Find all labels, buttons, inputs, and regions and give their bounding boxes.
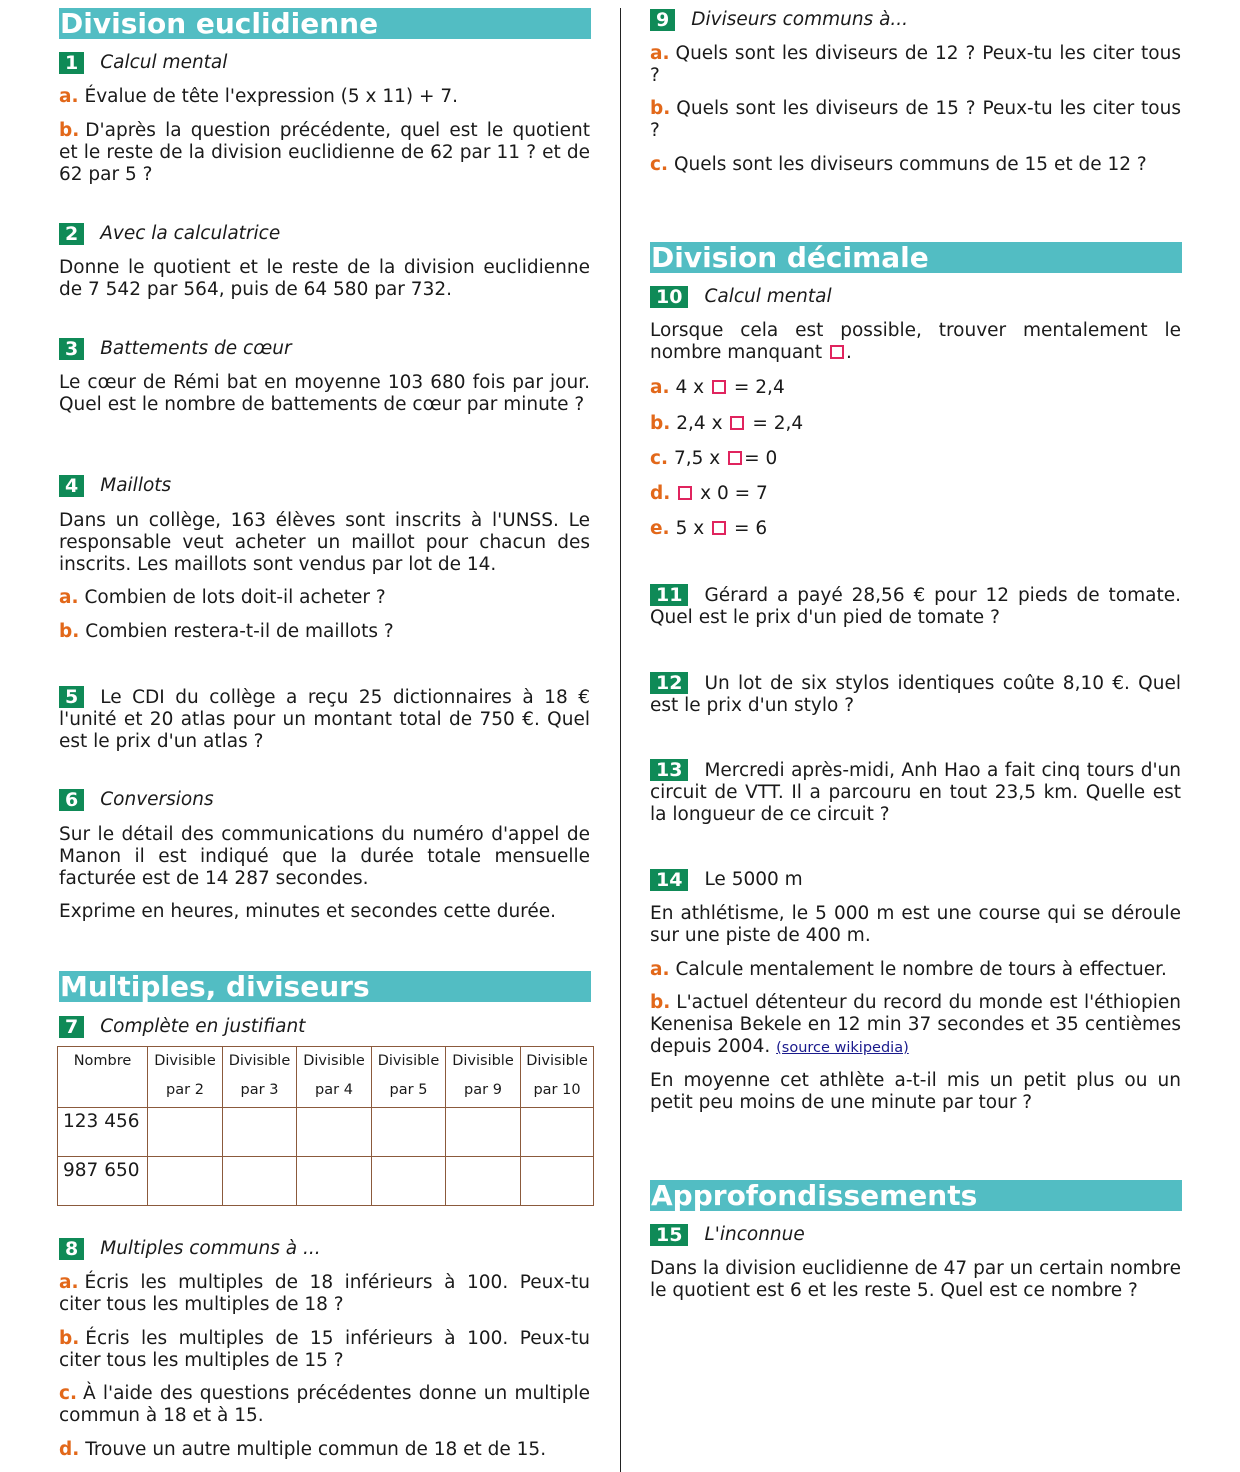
header-line: Divisible	[526, 1053, 588, 1069]
question-label: c.	[650, 448, 668, 469]
exercise-text: Mercredi après-midi, Anh Hao a fait cinq tours d'un circuit de VTT. Il a parcouru en tout 23,5 km. Quelle est la longueur de ce circuit ?	[650, 760, 1181, 825]
question-label: b.	[59, 120, 80, 141]
exercise-number: 1	[59, 52, 84, 74]
source-link[interactable]: (source wikipedia)	[776, 1040, 909, 1056]
table-header-cell	[521, 1047, 594, 1108]
section-title-approfondissements: Approfondissements	[650, 1180, 1182, 1211]
exercise-2-header	[59, 222, 280, 246]
question-9a	[650, 43, 1181, 87]
exercise-14-text: En athlétisme, le 5 000 m est une course qui se déroule sur une piste de 400 m.	[650, 903, 1181, 946]
question-8d	[59, 1439, 590, 1461]
exercise-number: 12	[650, 672, 688, 694]
header-line: Divisible	[303, 1053, 365, 1069]
question-10c	[650, 448, 777, 470]
table-answer-cell[interactable]	[446, 1108, 521, 1157]
question-label: b.	[59, 1328, 80, 1349]
question-label: a.	[650, 43, 670, 64]
expr-post: = 0	[744, 448, 778, 469]
blank-box-icon	[712, 380, 726, 394]
exercise-number: 7	[59, 1016, 84, 1038]
question-label: a.	[650, 959, 670, 980]
header-line: par 2	[166, 1082, 204, 1098]
table-row	[58, 1157, 594, 1206]
exercise-number: 8	[59, 1238, 84, 1260]
exercise-5	[59, 686, 590, 753]
question-label: d.	[650, 483, 671, 504]
question-1a	[59, 86, 590, 108]
question-9b	[650, 98, 1181, 142]
section-title-division-decimale: Division décimale	[650, 242, 1182, 273]
blank-box-icon	[728, 451, 742, 465]
table-number-cell: 123 456	[58, 1108, 148, 1157]
section-title-multiples-diviseurs: Multiples, diviseurs	[59, 971, 591, 1002]
exercise-number: 9	[650, 9, 675, 31]
header-line: par 9	[464, 1082, 502, 1098]
exercise-text: Le CDI du collège a reçu 25 dictionnaires à 18 € l'unité et 20 atlas pour un montant total de 750 €. Quel est le prix d'un atlas ?	[59, 687, 590, 752]
exercise-title: Avec la calculatrice	[100, 223, 281, 244]
header-line: Nombre	[73, 1053, 132, 1069]
table-row	[58, 1108, 594, 1157]
question-1b	[59, 120, 590, 186]
table-header-cell	[297, 1047, 372, 1108]
question-9c	[650, 154, 1181, 176]
exercise-6-question: Exprime en heures, minutes et secondes cette durée.	[59, 901, 557, 922]
expr-pre: 2,4 x	[676, 413, 723, 434]
table-header-cell	[148, 1047, 223, 1108]
expr-pre: 4 x	[675, 377, 705, 398]
exercise-number: 3	[59, 338, 84, 360]
exercise-6-header	[59, 788, 214, 812]
exercise-number: 15	[650, 1224, 688, 1246]
header-line: Divisible	[228, 1053, 291, 1069]
exercise-number: 14	[650, 869, 688, 891]
exercise-title: Calcul mental	[704, 286, 832, 307]
header-line: Divisible	[452, 1053, 514, 1069]
question-label: d.	[59, 1439, 80, 1460]
exercise-3-text: Le cœur de Rémi bat en moyenne 103 680 fois par jour. Quel est le nombre de battements de cœur par minute ?	[59, 372, 590, 415]
blank-box-icon	[830, 345, 844, 359]
question-8a	[59, 1272, 590, 1316]
question-label: a.	[59, 587, 79, 608]
question-label: c.	[650, 154, 668, 175]
question-text: D'après la question précédente, quel est le quotient et le reste de la division euclidienne de 62 par 11 ? et de 62 par 5 ?	[59, 120, 590, 185]
divisibility-table	[57, 1046, 594, 1206]
intro-text: Lorsque cela est possible, trouver mentalement le nombre manquant	[650, 320, 1181, 363]
exercise-15-header	[650, 1223, 805, 1247]
question-14b	[650, 992, 1181, 1059]
question-text: Calcule mentalement le nombre de tours à effectuer.	[675, 959, 1167, 980]
exercise-title: Multiples communs à ...	[100, 1238, 321, 1259]
table-header-cell	[223, 1047, 297, 1108]
exercise-14-question: En moyenne cet athlète a-t-il mis un petit plus ou un petit peu moins de une minute par tour ?	[650, 1070, 1181, 1113]
table-header-cell	[58, 1047, 148, 1108]
question-4b	[59, 621, 590, 643]
table-header-cell	[446, 1047, 521, 1108]
column-divider	[620, 8, 621, 1472]
exercise-12	[650, 672, 1181, 717]
exercise-number: 6	[59, 789, 84, 811]
question-text: Quels sont les diviseurs de 15 ? Peux-tu les citer tous ?	[650, 98, 1181, 141]
exercise-10-intro	[650, 320, 1181, 364]
exercise-7-header	[59, 1015, 305, 1039]
question-text: Écris les multiples de 15 inférieurs à 100. Peux-tu citer tous les multiples de 15 ?	[59, 1328, 590, 1371]
question-10a	[650, 377, 785, 399]
table-number-cell: 987 650	[58, 1157, 148, 1206]
exercise-4-header	[59, 474, 171, 498]
question-label: b.	[650, 98, 671, 119]
question-text: Quels sont les diviseurs de 12 ? Peux-tu les citer tous ?	[650, 43, 1181, 86]
exercise-title: Complète en justifiant	[100, 1016, 306, 1037]
exercise-8-header	[59, 1237, 321, 1261]
table-answer-cell[interactable]	[297, 1108, 372, 1157]
table-header-cell	[372, 1047, 446, 1108]
question-label: b.	[59, 621, 80, 642]
header-line: Divisible	[154, 1053, 216, 1069]
exercise-title: L'inconnue	[704, 1224, 805, 1245]
question-8c	[59, 1383, 590, 1427]
exercise-15-text: Dans la division euclidienne de 47 par un certain nombre le quotient est 6 et les reste 5. Quel est ce nombre ?	[650, 1258, 1181, 1301]
exercise-number: 13	[650, 759, 688, 781]
blank-box-icon	[678, 486, 692, 500]
question-text: Évalue de tête l'expression (5 x 11) + 7.	[84, 86, 459, 107]
exercise-number: 10	[650, 286, 688, 308]
exercise-11	[650, 584, 1181, 629]
table-answer-cell[interactable]	[446, 1157, 521, 1206]
question-4a	[59, 587, 590, 609]
table-answer-cell[interactable]	[223, 1157, 297, 1206]
header-line: par 4	[315, 1082, 353, 1098]
exercise-3-header	[59, 337, 292, 361]
question-10d	[650, 483, 768, 505]
question-text: L'actuel détenteur du record du monde est l'éthiopien Kenenisa Bekele en 12 min 37 secondes et 35 centièmes depuis 2004.	[650, 992, 1181, 1057]
exercise-number: 5	[59, 686, 84, 708]
blank-box-icon	[712, 521, 726, 535]
table-answer-cell[interactable]	[372, 1108, 446, 1157]
table-answer-cell[interactable]	[521, 1157, 594, 1206]
question-label: a.	[59, 1272, 79, 1293]
exercise-number: 4	[59, 475, 84, 497]
question-text: Écris les multiples de 18 inférieurs à 100. Peux-tu citer tous les multiples de 18 ?	[59, 1272, 590, 1315]
blank-box-icon	[730, 416, 744, 430]
exercise-2-text: Donne le quotient et le reste de la division euclidienne de 7 542 par 564, puis de 64 580 par 732.	[59, 257, 590, 300]
exercise-number: 11	[650, 584, 688, 606]
exercise-title: Diviseurs communs à...	[691, 9, 909, 30]
exercise-9-header	[650, 8, 908, 32]
exercise-title: Le 5000 m	[704, 869, 803, 890]
expr-pre: 7,5 x	[674, 448, 727, 469]
table-answer-cell[interactable]	[223, 1108, 297, 1157]
question-label: a.	[59, 86, 79, 107]
header-line: Divisible	[377, 1053, 440, 1069]
exercise-title: Battements de cœur	[100, 338, 292, 359]
question-label: a.	[650, 377, 670, 398]
exercise-6-text: Sur le détail des communications du numéro d'appel de Manon il est indiqué que la durée totale mensuelle facturée est de 14 287 secondes.	[59, 824, 590, 889]
expr-post: x 0 = 7	[700, 483, 768, 504]
exercise-4-text: Dans un collège, 163 élèves sont inscrits à l'UNSS. Le responsable veut acheter un maillot pour chacun des inscrits. Les maillots sont vendus par lot de 14.	[59, 510, 590, 575]
question-14a	[650, 959, 1181, 981]
question-8b	[59, 1328, 590, 1372]
exercise-text: Gérard a payé 28,56 € pour 12 pieds de tomate. Quel est le prix d'un pied de tomate ?	[650, 585, 1181, 628]
exercise-number: 2	[59, 223, 84, 245]
header-line: par 5	[389, 1082, 428, 1098]
expr-post: = 2,4	[733, 377, 785, 398]
question-10e	[650, 518, 767, 540]
section-title-division-euclidienne: Division euclidienne	[59, 8, 591, 39]
question-label: e.	[650, 518, 670, 539]
exercise-13	[650, 759, 1181, 826]
table-answer-cell[interactable]	[372, 1157, 446, 1206]
expr-post: = 6	[733, 518, 768, 539]
question-text: À l'aide des questions précédentes donne un multiple commun à 18 et à 15.	[59, 1383, 590, 1426]
question-label: b.	[650, 992, 671, 1013]
expr-post: = 2,4	[752, 413, 804, 434]
exercise-10-header	[650, 285, 832, 309]
exercise-title: Calcul mental	[100, 52, 228, 73]
table-answer-cell[interactable]	[148, 1108, 223, 1157]
table-answer-cell[interactable]	[297, 1157, 372, 1206]
header-line: par 3	[240, 1082, 279, 1098]
exercise-text: Un lot de six stylos identiques coûte 8,10 €. Quel est le prix d'un stylo ?	[650, 673, 1181, 716]
expr-pre: 5 x	[675, 518, 705, 539]
exercise-14-header	[650, 868, 803, 892]
question-text: Combien de lots doit-il acheter ?	[84, 587, 386, 608]
intro-end: .	[846, 342, 852, 363]
exercise-1-header	[59, 51, 227, 75]
exercise-title: Maillots	[100, 475, 172, 496]
question-text: Quels sont les diviseurs communs de 15 et de 12 ?	[674, 154, 1147, 175]
question-label: b.	[650, 413, 671, 434]
question-10b	[650, 413, 803, 435]
table-answer-cell[interactable]	[148, 1157, 223, 1206]
question-text: Combien restera-t-il de maillots ?	[85, 621, 394, 642]
question-text: Trouve un autre multiple commun de 18 et de 15.	[85, 1439, 547, 1460]
header-line: par 10	[533, 1082, 581, 1098]
exercise-title: Conversions	[100, 789, 214, 810]
question-label: c.	[59, 1383, 77, 1404]
table-answer-cell[interactable]	[521, 1108, 594, 1157]
table-header-row	[58, 1047, 594, 1108]
